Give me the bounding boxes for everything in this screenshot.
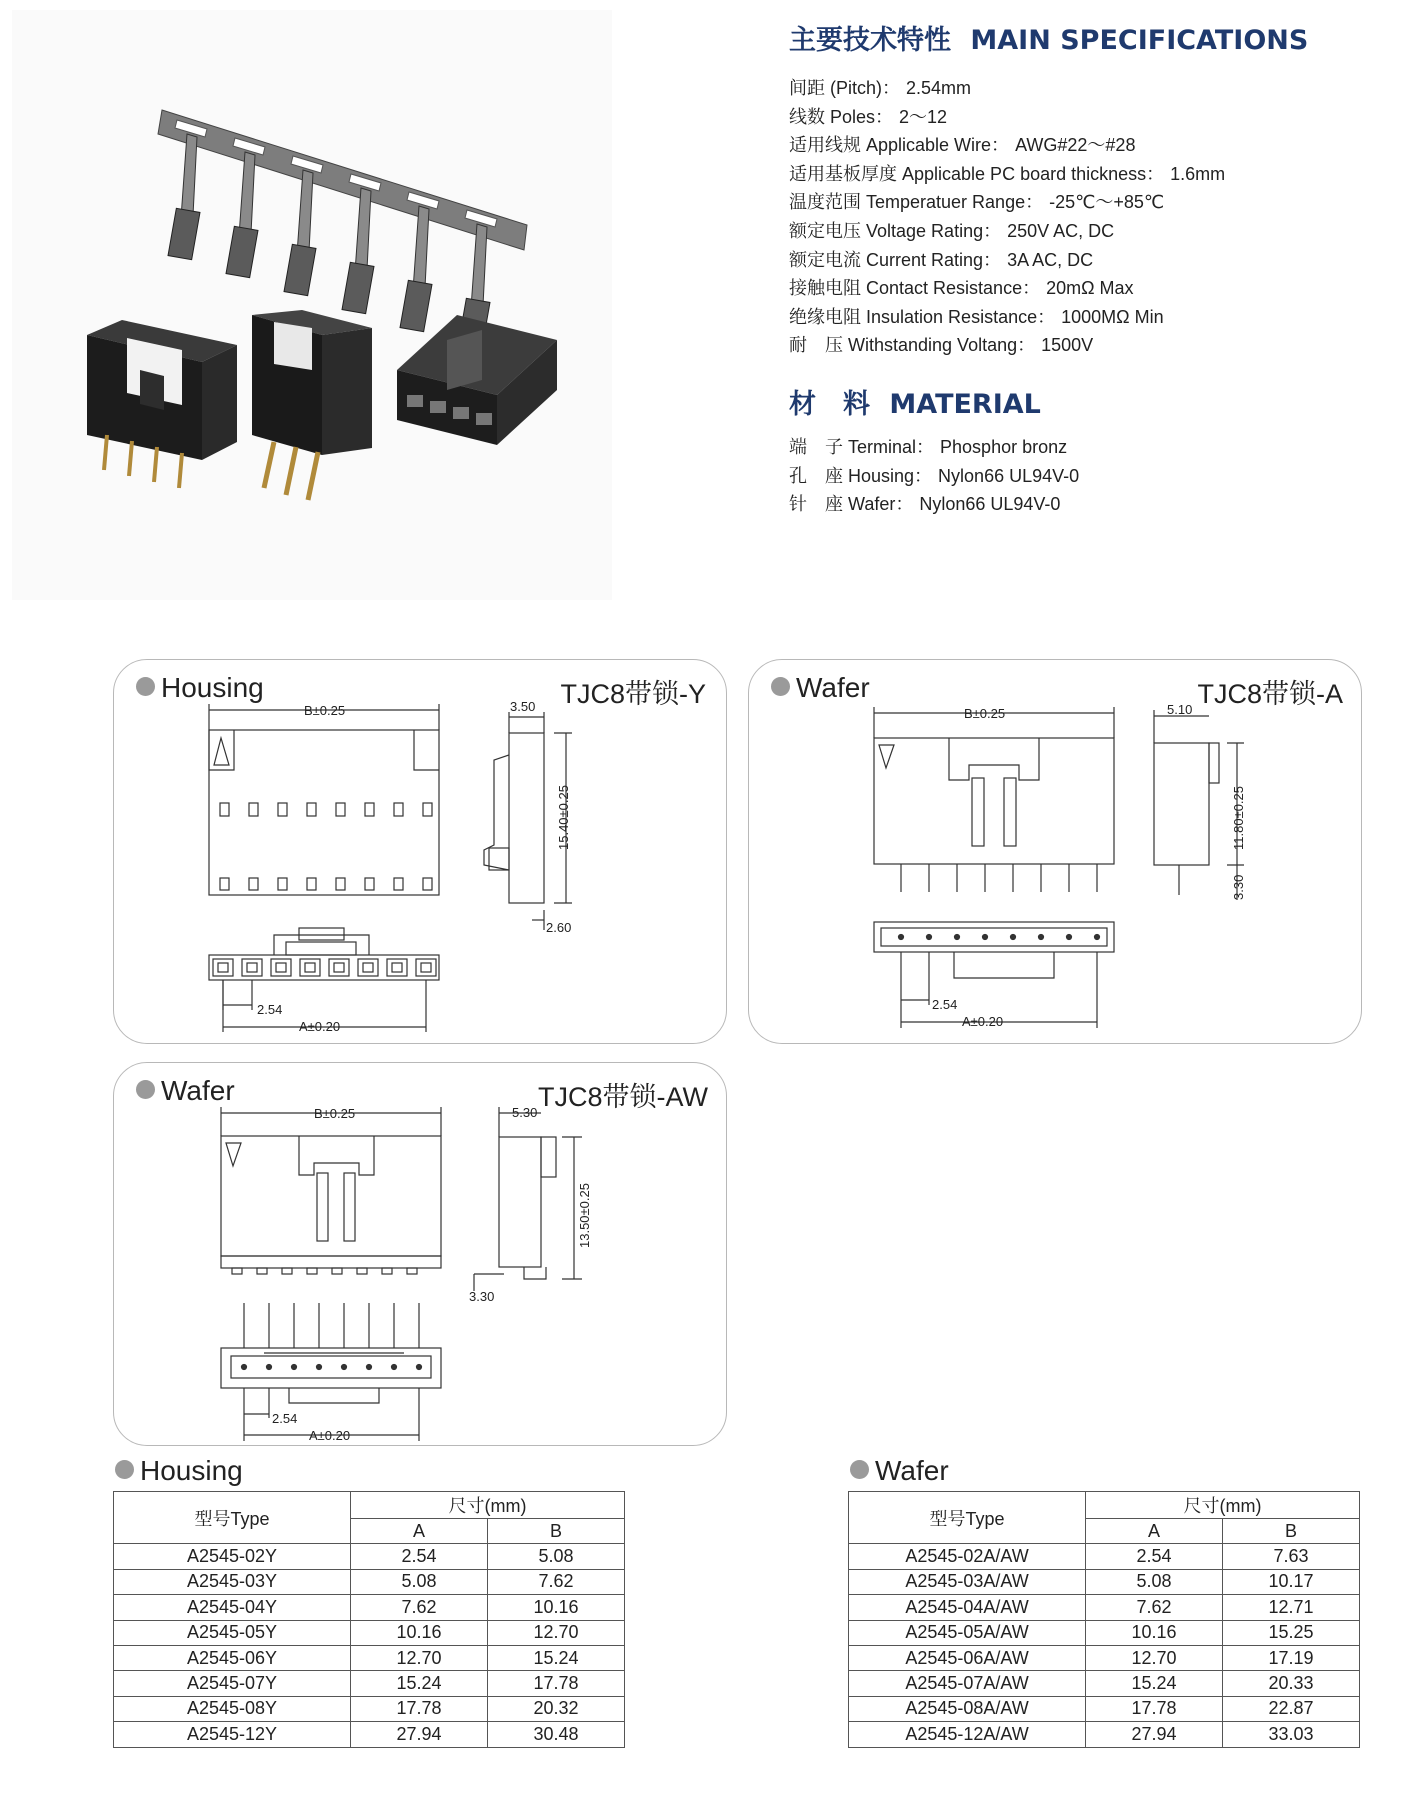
table-row: A2545-04A/AW 7.62 12.71 bbox=[849, 1595, 1360, 1620]
col-type-header: 型号Type bbox=[114, 1492, 351, 1544]
panel-wafer-aw bbox=[113, 1062, 727, 1446]
table-row: A2545-12A/AW 27.94 33.03 bbox=[849, 1722, 1360, 1747]
dim-height-label: 11.80±0.25 bbox=[1231, 785, 1246, 850]
dim-height-label: 13.50±0.25 bbox=[577, 1183, 592, 1248]
housing-table-title: Housing bbox=[115, 1455, 243, 1487]
panel-wafer-aw-label: Wafer bbox=[136, 1075, 235, 1107]
dim-a-label: A±0.20 bbox=[962, 1014, 1004, 1029]
spec-pitch: 间距 (Pitch)： 2.54mm bbox=[789, 78, 972, 98]
specs-title bbox=[789, 18, 1308, 57]
table-row: A2545-05Y 10.16 12.70 bbox=[114, 1620, 625, 1645]
panel-housing-y-code: TJC8带锁-Y bbox=[560, 679, 706, 709]
table-row: A2545-12Y 27.94 30.48 bbox=[114, 1722, 625, 1747]
dim-pitch-label: 2.54 bbox=[272, 1411, 298, 1426]
dim-b-label: B±0.25 bbox=[314, 1106, 356, 1121]
housing-photo bbox=[397, 315, 557, 445]
col-size-header: 尺寸(mm) bbox=[351, 1492, 625, 1519]
table-row: A2545-02Y 2.54 5.08 bbox=[114, 1544, 625, 1569]
wafer-a-drawing bbox=[749, 660, 1361, 1043]
specs-section bbox=[789, 18, 1308, 519]
dim-pitch-label: 2.54 bbox=[932, 997, 958, 1012]
col-size-header: 尺寸(mm) bbox=[1086, 1492, 1360, 1519]
spec-temperature: 温度范围 Temperatuer Range： -25℃～+85℃ bbox=[789, 192, 1165, 213]
dim-depth-label: 3.50 bbox=[510, 699, 536, 714]
table-row: A2545-02A/AW 2.54 7.63 bbox=[849, 1544, 1360, 1569]
material-wafer: 针 座 Wafer： Nylon66 UL94V-0 bbox=[789, 494, 1061, 515]
table-row: A2545-06Y 12.70 15.24 bbox=[114, 1645, 625, 1670]
dim-depth-label: 5.10 bbox=[1167, 702, 1193, 717]
col-b-header: B bbox=[488, 1519, 625, 1544]
panel-wafer-a-code: TJC8带锁-A bbox=[1197, 679, 1343, 709]
material-terminal: 端 子 Terminal： Phosphor bronz bbox=[789, 436, 1068, 457]
bullet-dot-icon bbox=[850, 1460, 869, 1479]
dim-a-label: A±0.20 bbox=[309, 1428, 351, 1443]
bullet-dot-icon bbox=[115, 1460, 134, 1479]
spec-wire: 适用线规 Applicable Wire： AWG#22～#28 bbox=[789, 135, 1136, 156]
col-b-header: B bbox=[1223, 1519, 1360, 1544]
spec-insulation-resistance: 绝缘电阻 Insulation Resistance： 1000MΩ Min bbox=[789, 306, 1164, 327]
specs-title-en: MAIN SPECIFICATIONS bbox=[970, 25, 1309, 56]
spec-contact-resistance: 接触电阻 Contact Resistance： 20mΩ Max bbox=[789, 278, 1134, 299]
housing-y-drawing bbox=[114, 660, 726, 1043]
panel-wafer-aw-code: TJC8带锁-AW bbox=[538, 1082, 708, 1112]
housing-table bbox=[113, 1491, 625, 1748]
col-a-header: A bbox=[351, 1519, 488, 1544]
dim-a-label: A±0.20 bbox=[299, 1019, 341, 1034]
table-row: A2545-04Y 7.62 10.16 bbox=[114, 1595, 625, 1620]
dim-pin-label: 3.30 bbox=[1231, 874, 1246, 900]
dim-pin-label: 3.30 bbox=[469, 1289, 495, 1304]
col-a-header: A bbox=[1086, 1519, 1223, 1544]
col-type-header: 型号Type bbox=[849, 1492, 1086, 1544]
material-title bbox=[789, 382, 1308, 421]
spec-withstanding-voltage: 耐 压 Withstanding Voltang： 1500V bbox=[789, 335, 1094, 356]
dim-b-label: B±0.25 bbox=[304, 703, 346, 718]
specs-title-cn: 主要技术特性 bbox=[789, 25, 951, 56]
table-row: A2545-08Y 17.78 20.32 bbox=[114, 1696, 625, 1721]
table-row: A2545-03Y 5.08 7.62 bbox=[114, 1569, 625, 1594]
dim-b-label: B±0.25 bbox=[964, 706, 1006, 721]
dim-pitch-label: 2.54 bbox=[257, 1002, 283, 1017]
panel-wafer-a bbox=[748, 659, 1362, 1044]
spec-board-thickness: 适用基板厚度 Applicable PC board thickness： 1.6mm bbox=[789, 163, 1226, 184]
panel-housing-y bbox=[113, 659, 727, 1044]
wafer-table bbox=[848, 1491, 1360, 1748]
material-list bbox=[789, 433, 1308, 519]
wafer-header-photo bbox=[87, 320, 237, 488]
table-row: A2545-06A/AW 12.70 17.19 bbox=[849, 1645, 1360, 1670]
table-row: A2545-07A/AW 15.24 20.33 bbox=[849, 1671, 1360, 1696]
table-row: A2545-03A/AW 5.08 10.17 bbox=[849, 1569, 1360, 1594]
panel-housing-y-label: Housing bbox=[136, 672, 264, 704]
specs-list bbox=[789, 74, 1308, 360]
table-row: A2545-05A/AW 10.16 15.25 bbox=[849, 1620, 1360, 1645]
panel-wafer-a-label: Wafer bbox=[771, 672, 870, 704]
table-row: A2545-07Y 15.24 17.78 bbox=[114, 1671, 625, 1696]
material-housing: 孔 座 Housing： Nylon66 UL94V-0 bbox=[789, 465, 1080, 486]
dim-foot-label: 2.60 bbox=[546, 920, 572, 935]
spec-voltage: 额定电压 Voltage Rating： 250V AC, DC bbox=[789, 220, 1115, 241]
dim-height-label: 15.40±0.25 bbox=[556, 785, 571, 850]
right-angle-header-photo bbox=[252, 310, 372, 500]
table-row: A2545-08A/AW 17.78 22.87 bbox=[849, 1696, 1360, 1721]
product-photo bbox=[12, 10, 612, 600]
spec-current: 额定电流 Current Rating： 3A AC, DC bbox=[789, 249, 1094, 270]
dim-depth-label: 5.30 bbox=[512, 1105, 538, 1120]
material-title-en: MATERIAL bbox=[889, 388, 1041, 420]
material-title-cn: 材 料 bbox=[789, 388, 870, 420]
spec-poles: 线数 Poles： 2～12 bbox=[789, 106, 948, 127]
wafer-table-title: Wafer bbox=[850, 1455, 949, 1487]
connector-illustration bbox=[12, 10, 612, 600]
wafer-aw-drawing bbox=[114, 1063, 726, 1445]
terminal-strip bbox=[158, 110, 527, 350]
